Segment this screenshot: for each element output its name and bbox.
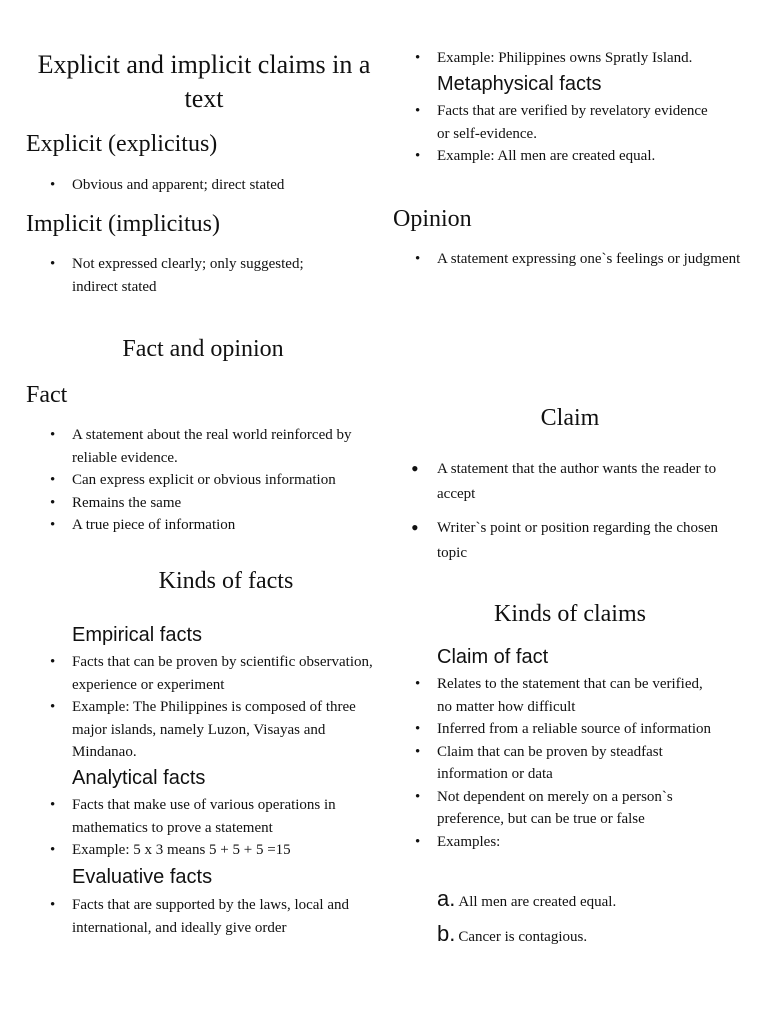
implicit-list <box>26 253 346 298</box>
list-item: • Example: The Philippines is composed of three major islands, namely Luzon, Visayas and Mindanao. <box>26 696 388 764</box>
list-item: • A statement about the real world reinforced by reliable evidence. <box>26 424 388 469</box>
list-item: • Remains the same <box>26 492 388 515</box>
example-text: Cancer is contagious. <box>458 929 588 945</box>
list-item: • Not expressed clearly; only suggested; indirect stated <box>26 253 346 298</box>
evaluative-list <box>26 894 382 939</box>
list-item: • Facts that can be proven by scientific observation, experience or experiment <box>26 651 388 696</box>
fact-opinion-heading: Fact and opinion <box>122 336 284 362</box>
metaphysical-heading: Metaphysical facts <box>437 73 602 95</box>
list-item: • Can express explicit or obvious information <box>26 469 388 492</box>
example-text: All men are created equal. <box>458 894 617 910</box>
explicit-list <box>26 174 366 197</box>
example-marker: b. <box>437 921 456 946</box>
list-item: • Inferred from a reliable source of information <box>391 718 721 741</box>
list-item: • Obvious and apparent; direct stated <box>26 174 366 197</box>
empirical-heading: Empirical facts <box>72 624 203 646</box>
list-item: • Facts that make use of various operations in mathematics to prove a statement <box>26 794 388 839</box>
claim-of-fact-list <box>391 673 721 853</box>
doc-title: Explicit and implicit claims in a text <box>37 50 371 113</box>
analytical-heading: Analytical facts <box>72 767 206 789</box>
claim-list <box>391 457 731 566</box>
spratly-list <box>391 47 756 70</box>
explicit-heading: Explicit (explicitus) <box>26 131 218 157</box>
list-item: • Facts that are verified by revelatory evidence or self-evidence. <box>391 100 711 145</box>
claim-of-fact-heading: Claim of fact <box>437 646 549 668</box>
evaluative-heading: Evaluative facts <box>72 866 213 888</box>
list-item: • Example: All men are created equal. <box>391 145 711 168</box>
opinion-list <box>391 248 741 271</box>
list-item: • Not dependent on merely on a person`s preference, but can be true or false <box>391 786 721 831</box>
list-item: • Relates to the statement that can be verified, no matter how difficult <box>391 673 721 718</box>
list-item: • A statement expressing one`s feelings or judgment <box>391 248 741 271</box>
list-item: • Writer`s point or position regarding the chosen topic <box>391 516 731 566</box>
list-item: • Facts that are supported by the laws, local and international, and ideally give order <box>26 894 382 939</box>
list-item: • Example: Philippines owns Spratly Island. <box>391 47 756 70</box>
kinds-of-claims-heading: Kinds of claims <box>494 601 646 627</box>
example-marker: a. <box>437 886 456 911</box>
empirical-list <box>26 651 388 764</box>
opinion-heading: Opinion <box>393 206 472 232</box>
list-item: • Examples: <box>391 831 721 854</box>
fact-heading: Fact <box>26 382 68 408</box>
list-item: • Example: 5 x 3 means 5 + 5 + 5 =15 <box>26 839 388 862</box>
claim-heading: Claim <box>540 405 600 431</box>
list-item: • Claim that can be proven by steadfast information or data <box>391 741 721 786</box>
fact-list <box>26 424 388 537</box>
list-item: • A statement that the author wants the reader to accept <box>391 457 731 507</box>
analytical-list <box>26 794 388 862</box>
implicit-heading: Implicit (implicitus) <box>26 211 220 237</box>
example-a <box>437 886 616 912</box>
list-item: • A true piece of information <box>26 514 388 537</box>
kinds-of-facts-heading: Kinds of facts <box>158 568 294 594</box>
example-b <box>437 921 587 947</box>
metaphysical-list <box>391 100 711 168</box>
